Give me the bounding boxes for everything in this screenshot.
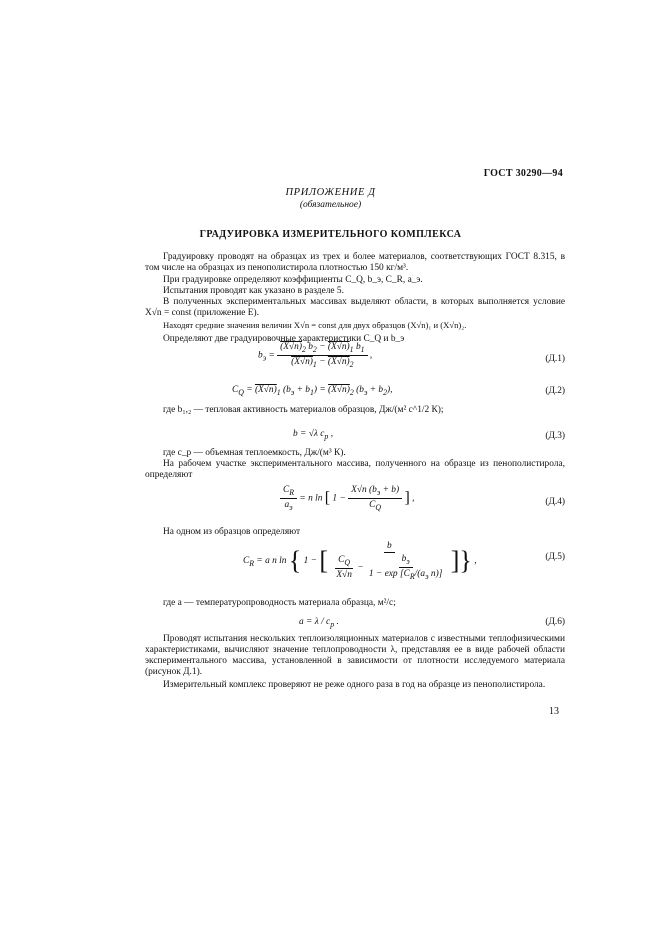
standard-number: ГОСТ 30290—94: [483, 168, 563, 179]
paragraph-7: где b₁,₂ — тепловая активность материалов образцов, Дж/(м² с^1/2 К);: [163, 405, 444, 415]
paragraph-9: На рабочем участке экспериментального массива, полученного на образце из пенополистирола, определяют: [145, 459, 565, 480]
paragraph-11: где a — температуропроводность материала образца, м²/с;: [163, 598, 396, 608]
paragraph-2: При градуировке определяют коэффициенты C_Q, b_э, C_R, a_э.: [163, 275, 423, 285]
equation-d6: $a = \lambda / c_p$ .: [299, 617, 339, 629]
equation-d4: $\frac{C_R}{a_э}$ = n ln [ 1 − $\frac{X√n (b_э + b)}{C_Q}$ ] ,: [280, 485, 414, 512]
equation-number-d5: (Д.5): [545, 552, 565, 562]
equation-number-d6: (Д.6): [545, 617, 565, 627]
paragraph-3: Испытания проводят как указано в разделе 5.: [163, 286, 344, 296]
equation-d2: $C_Q = (X√n)_1$ $(b_э + b_1) = (X√n)_2$ $(b_э + b_2)$,: [232, 385, 393, 397]
equation-d5: $C_R = a$ n ln { 1 − [ b $\frac{C_Q}{X√n}$ − $\frac{b_э}{1 - \exp [C_R/(a_э n)]}$ ]} ,: [243, 541, 477, 581]
paragraph-4: В полученных экспериментальных массивах выделяют области, в которых выполняется условие X√n = const (приложение Е).: [145, 297, 565, 318]
paragraph-1: Градуировку проводят на образцах из трех и более материалов, соответствующих ГОСТ 8.315, в том числе на образцах из пенополистирола плотностью 150 кг/м³.: [145, 252, 565, 273]
equation-d1: $b_э$ = $\frac{(X√n)_2 b_2 - (X√n)_1 b_1}{(X√n)_1 - (X√n)_2}$ ,: [258, 342, 373, 369]
equation-d3: b = √λ $c_p$ ,: [293, 429, 334, 441]
equation-number-d3: (Д.3): [545, 431, 565, 441]
paragraph-8: где c_p — объемная теплоемкость, Дж/(м³ К).: [163, 448, 346, 458]
equation-number-d4: (Д.4): [545, 497, 565, 507]
section-title: ГРАДУИРОВКА ИЗМЕРИТЕЛЬНОГО КОМПЛЕКСА: [199, 229, 462, 240]
paragraph-12: Проводят испытания нескольких теплоизоляционных материалов с известными теплофизическими характеристиками, вычисляют значение теплопроводности λ, представляя ее в виде рабочей области экспериментального массива, установленной в зависимости от плотности исследуемого материала (рисунок Д.1).: [145, 634, 565, 677]
paragraph-10: На одном из образцов определяют: [163, 527, 301, 537]
paragraph-6: Определяют две градуировочные характеристики C_Q и b_э: [163, 334, 405, 344]
paragraph-13: Измерительный комплекс проверяют не реже одного раза в год на образце из пенополистирола.: [163, 680, 546, 690]
paragraph-5: Находят средние значения величин X√n = const для двух образцов (X√n)₁ и (X√n)₂.: [163, 320, 467, 330]
equation-number-d2: (Д.2): [545, 386, 565, 396]
appendix-subtitle: (обязательное): [299, 200, 362, 210]
equation-number-d1: (Д.1): [545, 354, 565, 364]
appendix-title: ПРИЛОЖЕНИЕ Д: [285, 187, 376, 198]
page-number: 13: [549, 706, 559, 717]
